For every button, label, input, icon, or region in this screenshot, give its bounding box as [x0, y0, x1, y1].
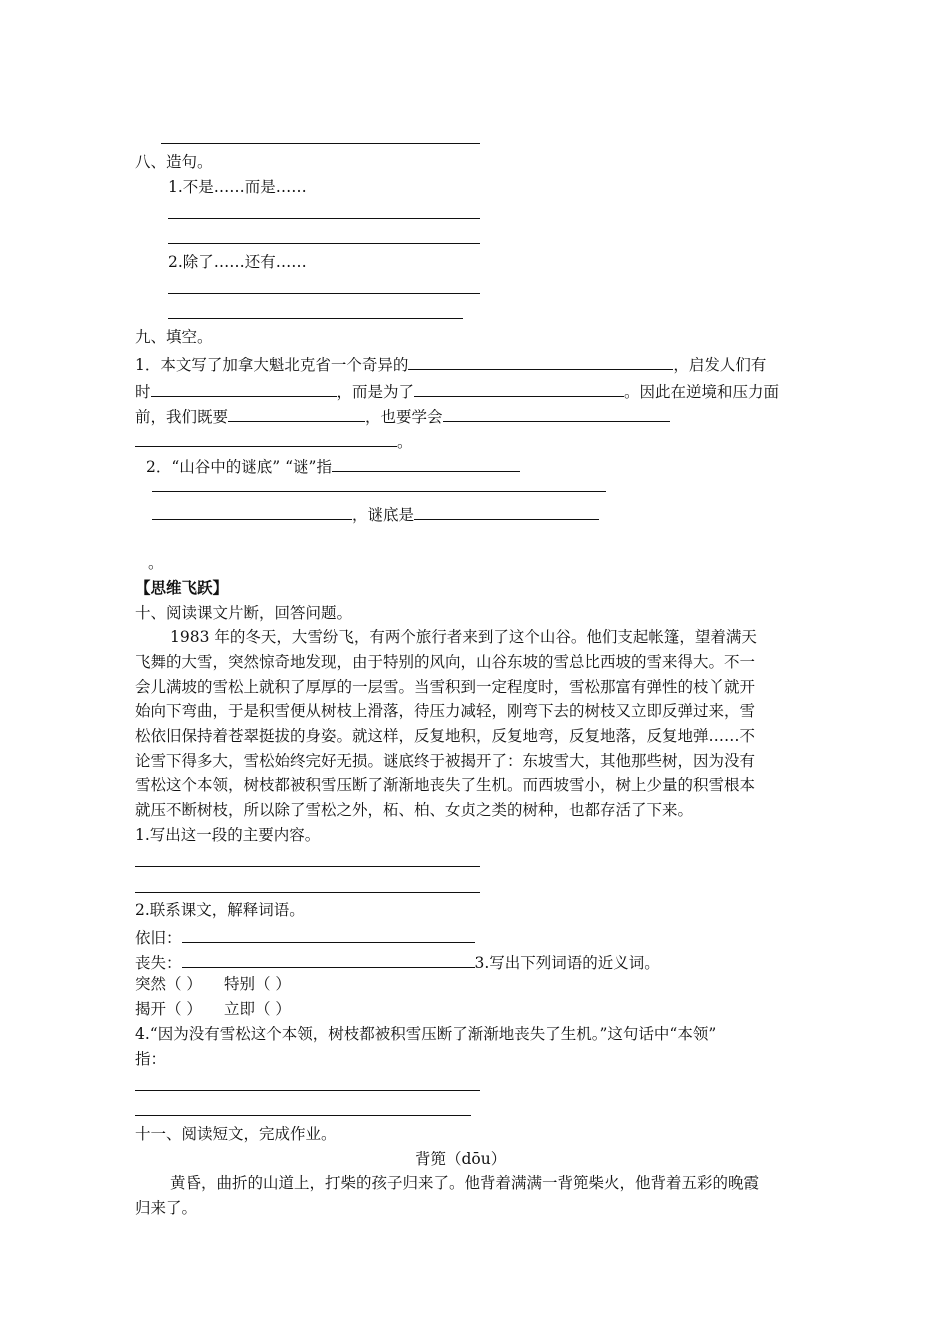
answer-line[interactable]	[168, 218, 480, 219]
section-8-heading: 八、造句。	[135, 153, 213, 171]
word-label: 丧失：	[135, 954, 182, 972]
answer-line[interactable]	[135, 1090, 480, 1091]
section-8-item-2: 2.除了……还有……	[168, 253, 307, 271]
fill-question-2-line-2	[152, 502, 599, 525]
synonym-item: 立即（ ）	[223, 1000, 291, 1018]
fill-question-2-line-1	[146, 454, 520, 477]
question-4-line-1: 4.“因为没有雪松这个本领，树枝都被积雪压断了渐渐地丧失了生机。”这句话中“本领”	[135, 1025, 717, 1043]
article-paragraph-line: 归来了。	[135, 1199, 198, 1217]
passage-line: 始向下弯曲，于是积雪便从树枝上滑落，待压力减轻，刚弯下去的树枝又立即反弹过来，雪	[135, 702, 756, 720]
passage-line: 会儿满坡的雪松上就积了厚厚的一层雪。当雪积到一定程度时，雪松那富有弹性的枝丫就开	[135, 678, 756, 696]
passage-line: 就压不断树枝，所以除了雪松之外，柘、柏、女贞之类的树种，也都存活了下来。	[135, 801, 694, 819]
answer-blank[interactable]	[182, 950, 475, 968]
section-8-item-1: 1.不是……而是……	[168, 178, 307, 196]
passage-line: 论雪下得多大，雪松始终完好无损。谜底终于被揭开了：东坡雪大，其他那些树，因为没有	[135, 752, 756, 770]
section-10-heading: 十、阅读课文片断，回答问题。	[135, 604, 353, 622]
question-text: ，也要学会	[365, 408, 443, 426]
question-text: ，启发人们有	[673, 356, 767, 374]
question-4-line-2: 指：	[135, 1050, 167, 1068]
question-1: 1.写出这一段的主要内容。	[135, 826, 321, 844]
question-text: 。	[397, 433, 413, 451]
fill-question-1-line-1	[135, 352, 766, 375]
answer-blank[interactable]	[151, 379, 337, 397]
section-9-heading: 九、填空。	[135, 328, 213, 346]
question-text: ，而是为了	[336, 383, 415, 401]
article-paragraph-line: 黄昏，曲折的山道上，打柴的孩子归来了。他背着满满一背篼柴火，他背着五彩的晚霞	[170, 1174, 760, 1192]
answer-line[interactable]	[135, 866, 480, 867]
answer-line[interactable]	[168, 243, 480, 244]
answer-blank[interactable]	[152, 502, 352, 520]
answer-blank[interactable]	[443, 404, 670, 422]
section-11-heading: 十一、阅读短文，完成作业。	[135, 1125, 337, 1143]
passage-line: 1983 年的冬天，大雪纷飞，有两个旅行者来到了这个山谷。他们支起帐篷，望着满天	[170, 628, 757, 646]
answer-blank[interactable]	[182, 925, 475, 943]
passage-line: 雪松这个本领，树枝都被积雪压断了渐渐地丧失了生机。而西坡雪小，树上少量的积雪根本	[135, 776, 756, 794]
thinking-heading: 【思维飞跃】	[135, 578, 229, 597]
passage-line: 飞舞的大雪，突然惊奇地发现，由于特别的风向，山谷东坡的雪总比西坡的雪来得大。不一	[135, 653, 756, 671]
answer-blank[interactable]	[414, 379, 624, 397]
passage-line: 松依旧保持着苍翠挺拔的身姿。就这样，反复地积，反复地弯，反复地落，反复地弹……不	[135, 727, 756, 745]
question-end-mark: 。	[148, 554, 164, 572]
synonym-item: 特别（ ）	[223, 975, 291, 993]
fill-question-1-line-2	[135, 379, 779, 402]
answer-line[interactable]	[168, 318, 463, 319]
word-explain-1	[135, 925, 475, 948]
synonym-row-1	[135, 974, 291, 994]
question-text: 1．本文写了加拿大魁北克省一个奇异的	[135, 356, 409, 374]
question-text: 前，我们既要	[135, 408, 229, 426]
answer-line[interactable]	[168, 293, 480, 294]
answer-blank[interactable]	[332, 454, 520, 472]
synonym-item: 揭开（ ）	[135, 1000, 202, 1018]
fill-question-1-line-4	[135, 429, 413, 452]
answer-line[interactable]	[135, 1115, 471, 1116]
question-text: 时	[135, 383, 151, 401]
question-2: 2.联系课文，解释词语。	[135, 901, 305, 919]
article-title: 背篼（dōu）	[415, 1150, 507, 1168]
question-text: 。因此在逆境和压力面	[624, 383, 780, 401]
answer-line[interactable]	[161, 143, 480, 144]
answer-blank[interactable]	[408, 352, 673, 370]
synonym-item: 突然（ ）	[135, 975, 202, 993]
answer-blank[interactable]	[414, 502, 599, 520]
synonym-row-2	[135, 999, 291, 1019]
answer-blank[interactable]	[228, 404, 365, 422]
answer-line[interactable]	[135, 892, 480, 893]
question-text: 2．“山谷中的谜底” “谜”指	[146, 458, 332, 476]
answer-line[interactable]	[152, 491, 606, 492]
word-label: 依旧：	[135, 929, 182, 947]
word-explain-2	[135, 950, 660, 973]
fill-question-1-line-3	[135, 404, 670, 427]
answer-blank[interactable]	[135, 429, 397, 447]
question-3: 3.写出下列词语的近义词。	[474, 954, 660, 972]
question-text: ，谜底是	[352, 506, 415, 524]
